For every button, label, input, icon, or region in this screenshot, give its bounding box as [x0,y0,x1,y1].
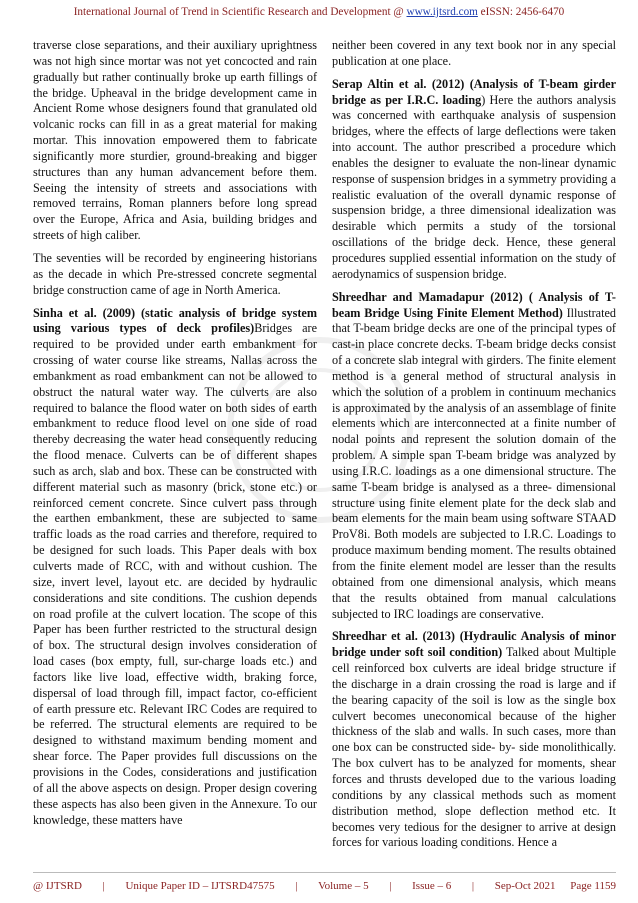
journal-issn: eISSN: 2456-6470 [477,6,565,18]
paragraph: neither been covered in any text book nor in any special publication at one place. [332,38,616,68]
paragraph [33,306,317,829]
footer-page-number: Page 1159 [570,880,616,892]
reference-body: Talked about Multiple cell reinforced box culverts are ideal bridge structure if the discharge in a drain crossing the road is large and if the bearing capacity of the soil is low as the single box culvert becomes uneconomical because of the higher thickness of the slab and walls. In such cases, more than one box can be constructed side- by- side monolithically. The box culvert has to be analyzed for moments, shear forces and thrusts developed due to the various loading conditions by any classical methods such as moment distribution method, slope deflection method etc. It becomes very tedious for the designer to arrive at design forces for various loading conditions. Hence a [332,645,616,850]
journal-name: International Journal of Trend in Scientific Research and Development @ [73,6,407,18]
paragraph: traverse close separations, and their auxiliary uprightness was not high since mortar was not yet concocted and rain gradually but rather continually broke up earth fillings of the bridge. Upheaval in the bridge development came in Ancient Rome whose designers found that granulated old volcanic rocks can fill in as a great material for making mortar. This innovation empowered them to fabricate significantly more sturdier, ground-breaking and bigger structures than any human advancement before them. Seeing the intensity of streets and associations with removed terrains, Roman planners before long spread over the Europe, Africa and Asia, building bridges and streets of high caliber. [33,38,317,243]
journal-url-link[interactable]: www.ijtsrd.com [406,6,478,18]
paragraph [332,290,616,623]
journal-header [0,6,638,18]
footer-org: @ IJTSRD [33,880,82,892]
paragraph [332,77,616,283]
reference-body: Illustrated that T-beam bridge decks are one of the principal types of cast-in place concrete decks. T-beam bridge decks consist of a concrete slab integral with girders. The finite element method is a general method of structural analysis in which the solution of a problem in continuum mechanics is approximated by the analysis of an assemblage of finite elements which are interconnected at a finite number of nodal points and represent the solution domain of the problem. A simple span T-beam bridge was analyzed by using I.R.C. loadings as a one dimensional structure. The same T-beam bridge is analysed as a three- dimensional structure using finite element plate for the deck slab and beam elements for the main beam using software STAAD ProV8i. Both models are subjected to I.R.C. Loadings to produce maximum bending moment. The results obtained from the finite element model are lesser than the results obtained from one dimensional analysis, which means that the results obtained from manual calculations subjected to IRC loadings are conservative. [332,305,616,621]
reference-body: Bridges are required to be provided under earth embankment for crossing of water course like streams, Nallas across the embankment as road embankment can not be allowed to obstruct the natural water way. The culverts are also required to balance the flood water on both sides of earth embankment to reduce flood level on one side of road thereby decreasing the water head consequently reducing the flood menace. Culverts can be of different shapes such as arch, slab and box. These can be constructed with different material such as masonry (brick, stone etc.) or reinforced cement concrete. Since culvert pass through the earthen embankment, these are subjected to same traffic loads as the road carries and therefore, required to be designed for such loads. This Paper deals with box culverts made of RCC, with and without cushion. The size, invert level, layout etc. are decided by hydraulic considerations and site conditions. The cushion depends on road profile at the culvert location. The scope of this Paper has been further restricted to the structural design of box. The structural design involves consideration of load cases (box empty, full, sur-charge loads etc.) and factors like live load, effective width, braking force, dispersal of load through fill, impact factor, co-efficient of earth pressure etc. Relevant IRC Codes are required to be referred. The structural elements are required to be designed to withstand maximum bending moment and shear force. The Paper provides full discussions on the provisions in the Codes, considerations and justification of all the above aspects on design. Proper design covering these aspects has also been given in the Annexure. To our knowledge, these matters have [33,321,317,827]
left-column [33,38,317,835]
footer-sep: | [389,880,392,892]
right-column [332,38,616,858]
reference-body: ) Here the authors analysis was concerned with earthquake analysis of suspension bridges, where the effects of large deflections were taken into account. The author prescribed a procedure which enables the designer to evaluate the non-linear dynamic response of suspension bridges in a symmetry providing a realistic evaluation of the overall dynamic response of suspension bridge, a three dimensional idealization was desirable which permits a study of the torsional oscillations of the bridge deck. Hence, these general procedures supplied essential information on the study of aerodynamics of suspension bridge. [332,92,616,281]
paragraph [332,629,616,851]
reference-heading: Shreedhar et al. (2013) (Hydraulic Analysis of minor bridge under soft soil condition) [332,629,616,660]
paragraph: The seventies will be recorded by engineering historians as the decade in which Pre-stressed concrete segmental bridge construction came of age in North America. [33,250,317,297]
footer-sep: | [102,880,105,892]
footer-issue: Issue – 6 [412,880,452,892]
footer-sep: | [295,880,298,892]
page-footer [33,880,616,892]
footer-date: Sep-Oct 2021 [494,880,556,892]
reference-heading: Shreedhar and Mamadapur (2012) ( Analysis of T-beam Bridge Using Finite Element Method) [332,289,616,320]
reference-heading: Sinha et al. (2009) (static analysis of bridge system using various types of deck profiles) [33,305,317,336]
footer-volume: Volume – 5 [318,880,369,892]
footer-paper-id: Unique Paper ID – IJTSRD47575 [125,880,275,892]
footer-divider [33,872,616,873]
reference-heading: Serap Altin et al. (2012) (Analysis of T-beam girder bridge as per I.R.C. loading [332,76,616,107]
footer-sep: | [471,880,475,892]
